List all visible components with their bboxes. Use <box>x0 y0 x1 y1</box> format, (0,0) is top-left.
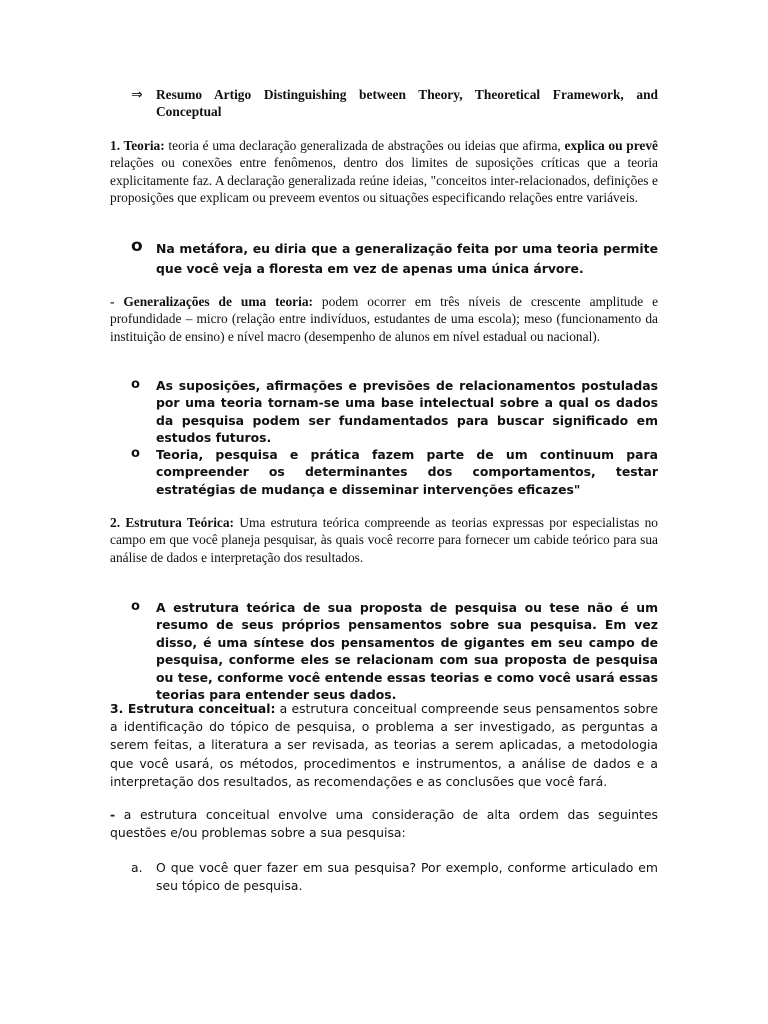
section-theory-text-b: relações ou conexões entre fenômenos, dentro dos limites de suposições críticas que a teoria explicitamente faz. A declaração generalizada reúne ideias, "conceitos inter-relacionados, definições e proposições que explicam ou preveem eventos ou situações especificando relações entre variáveis. <box>110 155 658 206</box>
metaphor-bullet: Na metáfora, eu diria que a generalização feita por uma teoria permite que você veja a floresta em vez de apenas uma única árvore. <box>156 241 658 276</box>
conceptual-note-dash: - <box>110 807 116 822</box>
conceptual-note-text: a estrutura conceitual envolve uma consideração de alta ordem das seguintes questões e/ou problemas sobre a sua pesquisa: <box>110 807 658 841</box>
section-theoretical-framework <box>110 514 658 566</box>
section-theory-label: 1. Teoria: <box>110 138 165 153</box>
section-theory <box>110 137 658 207</box>
theory-bullet-2: Teoria, pesquisa e prática fazem parte de um continuum para compreender os determinantes dos comportamentos, testar estratégias de mudança e disseminar intervenções eficazes" <box>156 447 658 497</box>
section-conceptual-framework-label: 3. Estrutura conceitual: <box>110 701 276 716</box>
bullet-marker: o <box>131 599 140 614</box>
generalizations-paragraph <box>110 293 658 345</box>
bullet-marker: o <box>131 377 140 392</box>
section-theory-text-a: teoria é uma declaração generalizada de abstrações ou ideias que afirma, <box>164 138 565 153</box>
section-theoretical-framework-text: Uma estrutura teórica compreende as teorias expressas por especialistas no campo em que você planeja pesquisar, às quais você recorre para fornecer um cabide teórico para sua análise de dados e interpretação dos resultados. <box>110 515 658 565</box>
document-title: Resumo Artigo Distinguishing between Theory, Theoretical Framework, and Conceptual <box>156 87 658 120</box>
bullet-marker: o <box>131 446 140 461</box>
arrow-icon: ⇒ <box>131 87 143 103</box>
bullet-marker: o <box>131 236 143 256</box>
section-conceptual-framework <box>110 700 658 791</box>
list-marker: a. <box>131 860 143 875</box>
framework-bullet: A estrutura teórica de sua proposta de pesquisa ou tese não é um resumo de seus próprios pensamentos sobre sua pesquisa. Em vez disso, é uma síntese dos pensamentos de gigantes em seu campo de pesquisa, conforme eles se relacionam com sua proposta de pesquisa ou tese, conforme você entende essas teorias e como você usará essas teorias para entender seus dados. <box>156 600 658 703</box>
section-conceptual-framework-text: a estrutura conceitual compreende seus pensamentos sobre a identificação do tópico de pesquisa, o problema a ser investigado, as perguntas a serem feitas, a literatura a ser revisada, as teorias a serem aplicadas, a metodologia que você usará, os métodos, procedimentos e instrumentos, a análise de dados e a interpretação dos resultados, as recomendações e as conclusões que você fará. <box>110 701 658 789</box>
theory-bullet-1: As suposições, afirmações e previsões de relacionamentos postuladas por uma teoria tornam-se uma base intelectual sobre a qual os dados da pesquisa podem ser fundamentados para buscar significado em estudos futuros. <box>156 378 658 446</box>
generalizations-label: - Generalizações de uma teoria: <box>110 294 314 309</box>
section-theory-bold: explica ou prevê <box>564 138 659 153</box>
list-item-a: O que você quer fazer em sua pesquisa? Por exemplo, conforme articulado em seu tópico de pesquisa. <box>156 860 658 894</box>
conceptual-note <box>110 806 658 842</box>
generalizations-text: podem ocorrer em três níveis de crescente amplitude e profundidade – micro (relação entre indivíduos, estudantes de uma escola); meso (funcionamento da instituição de ensino) e nível macro (desempenho de alunos em nível estadual ou nacional). <box>110 294 659 344</box>
section-theoretical-framework-label: 2. Estrutura Teórica: <box>110 515 235 530</box>
